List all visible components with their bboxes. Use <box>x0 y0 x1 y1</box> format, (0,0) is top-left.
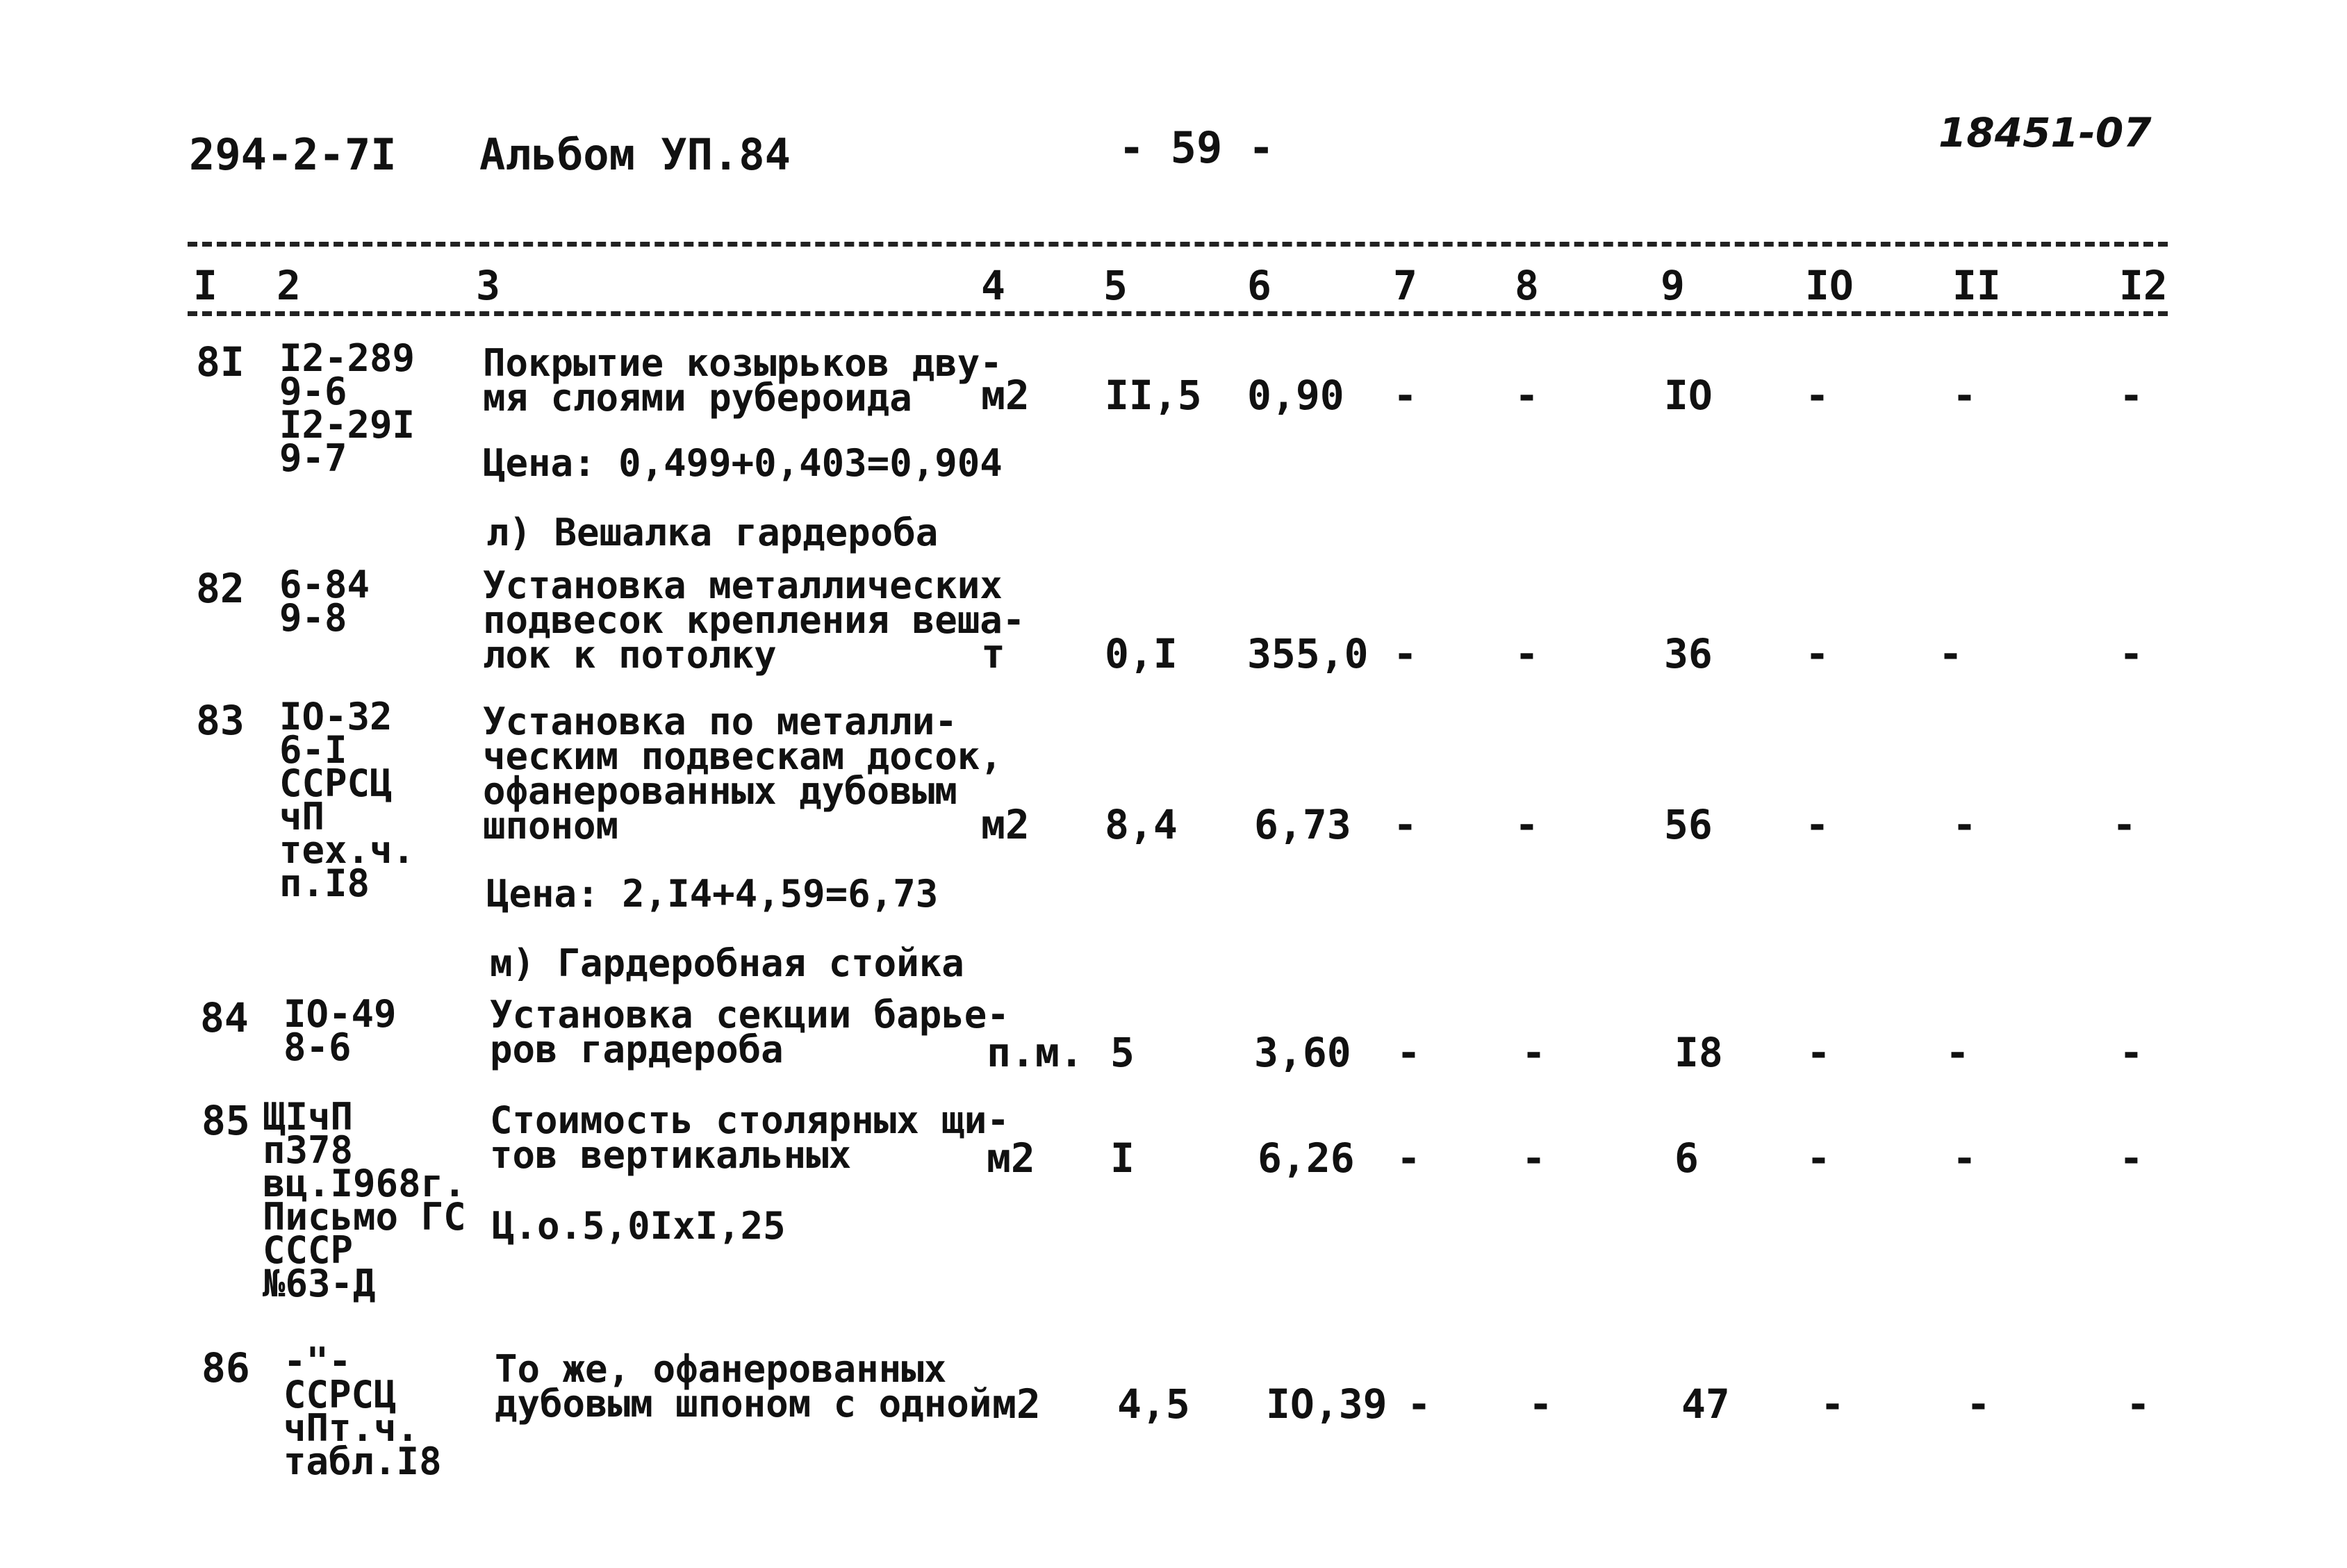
row-col-10: - <box>1806 1134 1831 1182</box>
row-col-10: - <box>1805 801 1829 848</box>
row-unit-price: 355,0 <box>1247 630 1369 677</box>
row-description: Установка по металли- ческим подвескам досок, офанерованных дубовым шпоном <box>483 700 1003 848</box>
col-header-12: I2 <box>2119 262 2168 309</box>
row-description: Установка секции барье- ров гардероба <box>490 993 1010 1071</box>
row-col-7: - <box>1393 630 1417 677</box>
row-col-8: - <box>1515 372 1539 419</box>
row-description: То же, офанерованных дубовым шпоном с одной <box>495 1347 992 1426</box>
col-header-6: 6 <box>1247 262 1271 309</box>
row-col-7: - <box>1397 1134 1421 1182</box>
row-unit: т <box>981 630 1005 677</box>
row-col-8: - <box>1515 630 1539 677</box>
col-header-5: 5 <box>1103 262 1128 309</box>
row-quantity: II,5 <box>1105 372 1202 419</box>
page-number: - 59 - <box>1119 122 1274 173</box>
row-unit: м2 <box>992 1380 1041 1428</box>
row-price-note: Цена: 2,I4+4,59=6,73 <box>486 872 939 916</box>
row-col-12: - <box>2119 372 2143 419</box>
row-unit-price: 6,26 <box>1258 1134 1355 1182</box>
row-number: 86 <box>201 1344 250 1392</box>
row-col-8: - <box>1522 1029 1546 1076</box>
row-price-note: Цена: 0,499+0,403=0,904 <box>483 441 1003 485</box>
col-header-9: 9 <box>1661 262 1685 309</box>
row-unit: м2 <box>987 1134 1035 1182</box>
album-title: Альбом УП.84 <box>479 129 791 180</box>
row-col-11: - <box>1966 1380 1991 1428</box>
row-col-12: - <box>2119 1134 2143 1182</box>
row-number: 84 <box>200 994 249 1041</box>
row-description: Установка металлических подвесок крепления веша- лок к потолку <box>483 563 1026 677</box>
row-reference: -"- ССРСЦ чПт.ч. табл.I8 <box>283 1339 442 1483</box>
row-quantity: 0,I <box>1105 630 1178 677</box>
col-header-2: 2 <box>277 262 301 309</box>
col-header-3: 3 <box>476 262 500 309</box>
section-heading: м) Гардеробная стойка <box>490 941 964 985</box>
col-header-8: 8 <box>1515 262 1539 309</box>
row-col-8: - <box>1529 1380 1553 1428</box>
row-col-11: - <box>1938 630 1963 677</box>
row-col-7: - <box>1397 1029 1421 1076</box>
row-col-8: - <box>1515 801 1539 848</box>
row-col-12: - <box>2126 1380 2150 1428</box>
row-number: 85 <box>201 1097 250 1144</box>
row-reference: IO-32 6-I ССРСЦ чП тех.ч. п.I8 <box>279 695 415 905</box>
row-col-7: - <box>1393 372 1417 419</box>
header-rule-bottom <box>188 311 2168 316</box>
row-col-10: - <box>1805 630 1829 677</box>
row-unit-price: 6,73 <box>1254 801 1351 848</box>
row-col-10: - <box>1806 1029 1831 1076</box>
row-description: Стоимость столярных щи- тов вертикальных <box>490 1098 1010 1177</box>
row-quantity: 5 <box>1110 1029 1135 1076</box>
row-col-11: - <box>1952 372 1977 419</box>
col-header-1: I <box>193 262 217 309</box>
document-code: 294-2-7I <box>189 129 397 180</box>
row-unit: м2 <box>981 372 1030 419</box>
row-reference: IO-49 8-6 <box>283 992 397 1069</box>
row-col-12: - <box>2119 1029 2143 1076</box>
row-description: Покрытие козырьков дву- мя слоями рубероида <box>483 341 1003 420</box>
row-quantity: 8,4 <box>1105 801 1178 848</box>
inventory-stamp: 18451-07 <box>1938 109 2152 156</box>
row-col-12: - <box>2119 630 2143 677</box>
row-col-11: - <box>1952 1134 1977 1182</box>
row-number: 82 <box>196 565 245 612</box>
row-price-note: Ц.о.5,0IxI,25 <box>492 1204 786 1248</box>
header-rule-top <box>188 242 2168 247</box>
row-reference: ЩIчП п378 вц.I968г. Письмо ГС СССР №63-Д <box>263 1095 466 1305</box>
col-header-11: II <box>1952 262 2001 309</box>
row-col-7: - <box>1407 1380 1431 1428</box>
row-unit: п.м. <box>987 1029 1084 1076</box>
row-quantity: 4,5 <box>1117 1380 1190 1428</box>
row-col-9: IO <box>1664 372 1713 419</box>
row-col-10: - <box>1820 1380 1845 1428</box>
row-col-9: I8 <box>1674 1029 1723 1076</box>
col-header-10: IO <box>1805 262 1854 309</box>
row-col-8: - <box>1522 1134 1546 1182</box>
row-quantity: I <box>1110 1134 1135 1182</box>
row-unit-price: IO,39 <box>1266 1380 1387 1428</box>
row-col-12: - <box>2112 801 2136 848</box>
row-unit: м2 <box>981 801 1030 848</box>
row-unit-price: 3,60 <box>1254 1029 1351 1076</box>
row-number: 8I <box>196 338 245 386</box>
row-col-11: - <box>1952 801 1977 848</box>
row-unit-price: 0,90 <box>1247 372 1344 419</box>
row-col-9: 56 <box>1664 801 1713 848</box>
row-col-9: 6 <box>1674 1134 1699 1182</box>
row-reference: 6-84 9-8 <box>279 563 370 640</box>
row-reference: I2-289 9-6 I2-29I 9-7 <box>279 336 415 480</box>
row-col-9: 47 <box>1681 1380 1730 1428</box>
row-col-9: 36 <box>1664 630 1713 677</box>
col-header-4: 4 <box>981 262 1005 309</box>
row-col-10: - <box>1805 372 1829 419</box>
row-col-11: - <box>1945 1029 1970 1076</box>
row-number: 83 <box>196 697 245 744</box>
section-heading: л) Вешалка гардероба <box>486 511 939 554</box>
row-col-7: - <box>1393 801 1417 848</box>
col-header-7: 7 <box>1393 262 1417 309</box>
